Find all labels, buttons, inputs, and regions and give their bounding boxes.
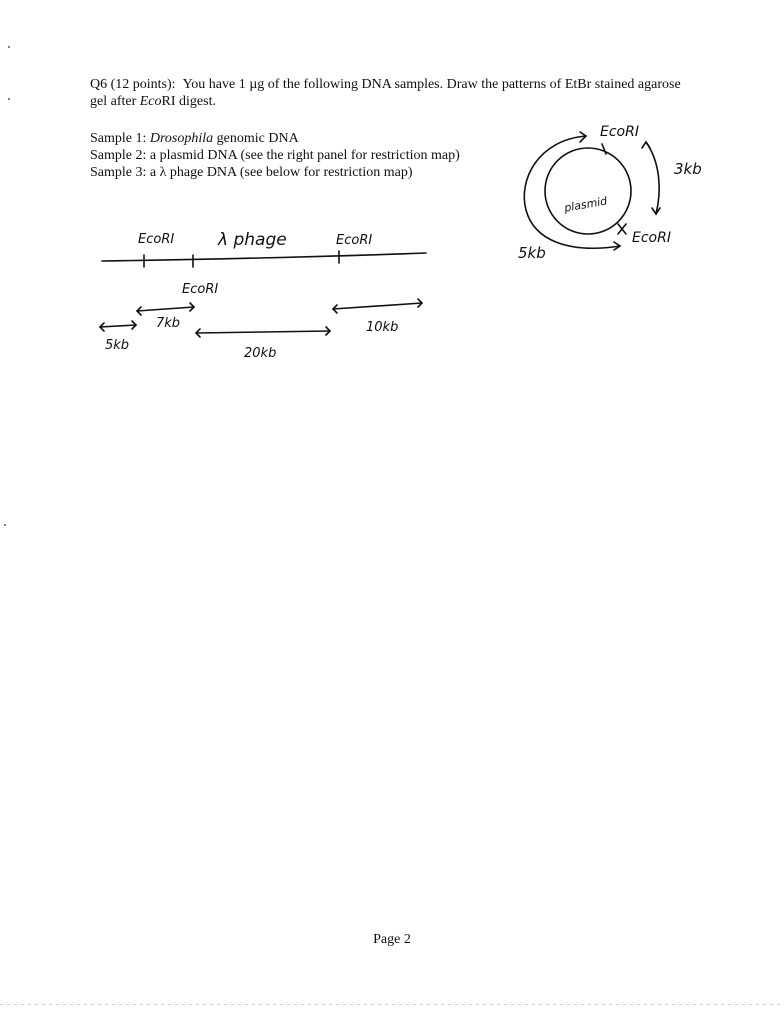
- fragment-label: 7kb: [156, 316, 181, 331]
- plasmid-name: plasmid: [563, 194, 609, 215]
- fragment-arrow-10kb: [333, 303, 422, 309]
- sample-item: Sample 3: a λ phage DNA (see below for restriction map): [90, 165, 413, 180]
- fragment-label: 5kb: [105, 338, 130, 353]
- scan-edge: [0, 1004, 784, 1005]
- plasmid-circle: [545, 148, 631, 234]
- lambda-title: λ phage: [218, 230, 287, 250]
- fragment-arrow-7kb: [137, 307, 194, 311]
- site-label: EcoRI: [600, 124, 639, 140]
- plasmid-map: [508, 118, 708, 273]
- enzyme-name-rest: RI digest.: [161, 94, 216, 109]
- fragment-label: 10kb: [366, 320, 399, 335]
- page-number: Page 2: [373, 932, 411, 947]
- enzyme-name-italic: Eco: [139, 94, 162, 109]
- fragment-label: 3kb: [674, 160, 702, 178]
- site-label: EcoRI: [336, 233, 373, 248]
- fragment-label: 5kb: [518, 244, 546, 262]
- site-label: EcoRI: [182, 282, 219, 297]
- scan-mark: [8, 46, 10, 48]
- ecori-site-tick: [602, 144, 606, 154]
- sample-list: [90, 130, 460, 181]
- lambda-phage-map: [90, 215, 450, 375]
- question-label: Q6 (12 points):: [90, 77, 176, 92]
- site-label: EcoRI: [138, 232, 175, 247]
- fragment-arrow-5kb: [100, 325, 136, 327]
- sample-item: Sample 1: Drosophila genomic DNA: [90, 131, 299, 146]
- fragment-label: 20kb: [244, 346, 277, 361]
- fragment-arrow-20kb: [196, 331, 330, 333]
- scan-mark: [4, 524, 6, 526]
- question-text: You have 1 µg of the following DNA samples. Draw the patterns of EtBr stained agarose gel after: [90, 77, 681, 109]
- question-prompt: [90, 76, 690, 110]
- lambda-dna-line: [102, 253, 426, 261]
- sample-item: Sample 2: a plasmid DNA (see the right panel for restriction map): [90, 148, 460, 163]
- scan-mark: [8, 98, 10, 100]
- plasmid-arc-3kb: [646, 142, 659, 214]
- site-label: EcoRI: [632, 230, 671, 246]
